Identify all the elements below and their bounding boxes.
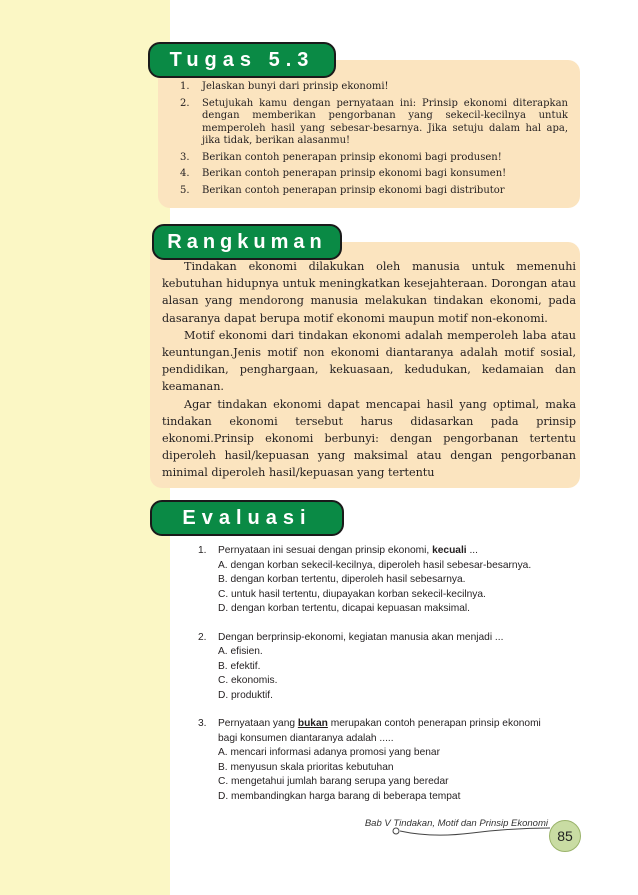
answer-option: C. mengetahui jumlah barang serupa yang beredar xyxy=(218,776,449,787)
answer-option: D. membandingkan harga barang di beberapa tempat xyxy=(218,790,461,802)
page-number: 85 xyxy=(549,820,581,852)
answer-option: A. efisien. xyxy=(218,646,263,657)
question-continuation: bagi konsumen diantaranya adalah ..... xyxy=(218,732,394,744)
rangkuman-paragraph: Tindakan ekonomi dilakukan oleh manusia untuk memenuhi kebutuhan hidupnya untuk meningkatkan kesejahteraan. Dorongan atau alasan yang mendorong manusia melakukan tindakan ekonomi, pada dasaranya dapat berupa motif ekonomi maupun motif non-ekonomi. xyxy=(162,260,576,325)
answer-option: D. produktif. xyxy=(218,689,273,701)
answer-option: A. dengan korban sekecil-kecilnya, diperoleh hasil sebesar-besarnya. xyxy=(218,559,532,571)
answer-option: A. mencari informasi adanya promosi yang benar xyxy=(218,747,440,758)
footer-swirl-icon xyxy=(392,824,552,838)
question-2: 2. Dengan berprinsip-ekonomi, kegiatan manusia akan menjadi ... A. efisien. B. efektif. C. ekonomis. D. produktif. xyxy=(198,631,598,704)
answer-option: C. ekonomis. xyxy=(218,675,278,686)
evaluasi-list xyxy=(198,544,598,818)
chapter-footer: Bab V Tindakan, Motif dan Prinsip Ekonomi xyxy=(364,818,548,829)
rangkuman-paragraph: Agar tindakan ekonomi dapat mencapai hasil yang optimal, maka tindakan ekonomi tersebut harus didasarkan pada prinsip ekonomi.Prinsip ekonomi berbunyi: dengan pengorbanan tertentu diperoleh hasil/kepuasan yang maksimal atau dengan pengorbanan minimal diperoleh hasil/kepuasan yang tertentu xyxy=(162,397,576,480)
rangkuman-text xyxy=(162,258,576,482)
list-item: 4. Berikan contoh penerapan prinsip ekonomi bagi konsumen! xyxy=(180,168,507,179)
list-item: 1. Jelaskan bunyi dari prinsip ekonomi! xyxy=(180,81,389,92)
side-margin-strip xyxy=(0,0,170,895)
rangkuman-paragraph: Motif ekonomi dari tindakan ekonomi adalah memperoleh laba atau keuntungan.Jenis motif non ekonomi diantaranya adalah motif sosial, pendidikan, penghargaan, kekuasaan, kedudukan, kedamaian dan keamanan. xyxy=(162,328,576,394)
answer-option: B. menyusun skala prioritas kebutuhan xyxy=(218,761,394,773)
rangkuman-heading: Rangkuman xyxy=(152,224,342,260)
list-item: 2. Setujukah kamu dengan pernyataan ini: Prinsip ekonomi diterapkan dengan memberikan pengorbanan yang sekecil-kecilnya untuk memperoleh hasil yang sebesar-besarnya. Jika setuju dalam hal apa, jika tidak, berikan alasanmu! xyxy=(180,97,568,146)
evaluasi-heading: Evaluasi xyxy=(150,500,344,536)
tugas-list xyxy=(176,81,568,201)
question-3: 3. Pernyataan yang bukan merupakan contoh penerapan prinsip ekonomi bagi konsumen diantaranya adalah ..... A. mencari informasi adanya promosi yang benar B. menyusun skala prioritas kebutuhan C. mengetahui jumlah barang serupa yang beredar D. membandingkan harga barang di beberapa tempat xyxy=(198,717,598,804)
list-item: 3. Berikan contoh penerapan prinsip ekonomi bagi produsen! xyxy=(180,151,502,163)
tugas-heading: Tugas 5.3 xyxy=(148,42,336,78)
emphasis-word: bukan xyxy=(297,718,328,729)
emphasis-word: kecuali xyxy=(432,545,467,556)
answer-option: C. untuk hasil tertentu, diupayakan korban sekecil-kecilnya. xyxy=(218,588,486,600)
answer-option: B. efektif. xyxy=(218,660,261,672)
answer-option: D. dengan korban tertentu, dicapai kepuasan maksimal. xyxy=(218,603,471,614)
answer-option: B. dengan korban tertentu, diperoleh hasil sebesarnya. xyxy=(218,574,466,585)
question-1: 1. Pernyataan ini sesuai dengan prinsip ekonomi, kecuali ... A. dengan korban sekecil-kecilnya, diperoleh hasil sebesar-besarnya. B. dengan korban tertentu, diperoleh hasil sebesarnya. C. untuk hasil tertentu, diupayakan korban sekecil-kecilnya. D. dengan korban tertentu, dicapai kepuasan maksimal. xyxy=(198,544,598,617)
list-item: 5. Berikan contoh penerapan prinsip ekonomi bagi distributor xyxy=(180,184,505,196)
